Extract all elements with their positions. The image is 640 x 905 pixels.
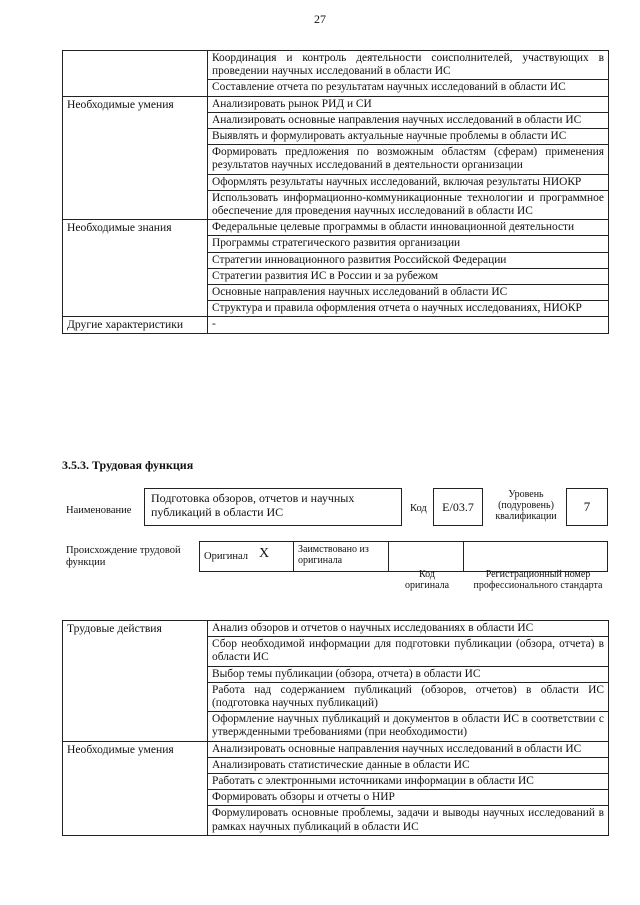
reg-number-caption: Регистрационный номер профессионального стандарта	[473, 569, 603, 591]
row-text: Координация и контроль деятельности соисполнителей, участвующих в проведении научных исследований в области ИС	[208, 51, 609, 80]
divider	[388, 541, 389, 572]
row-text: Стратегии инновационного развития Российской Федерации	[208, 252, 609, 268]
origin-label: Происхождение трудовой функции	[66, 545, 181, 568]
row-text: Анализировать рынок РИД и СИ	[208, 96, 609, 112]
row-text: Оформление научных публикаций и документов в области ИС в соответствии с утвержденными требованиями (при необходимости)	[208, 712, 609, 741]
row-text: Анализировать статистические данные в области ИС	[208, 757, 609, 773]
row-label	[63, 51, 208, 97]
row-text: Структура и правила оформления отчета о научных исследованиях, НИОКР	[208, 301, 609, 317]
row-text: Федеральные целевые программы в области инновационной деятельности	[208, 220, 609, 236]
row-text: -	[208, 317, 609, 333]
row-text: Составление отчета по результатам научных исследований в области ИС	[208, 80, 609, 96]
row-text: Работать с электронными источниками информации в области ИС	[208, 774, 609, 790]
code-box	[433, 488, 483, 526]
row-text: Формулировать основные проблемы, задачи и выводы научных исследований в рамках научных публикаций в области ИС	[208, 806, 609, 835]
code-original-caption: Код оригинала	[404, 569, 450, 591]
page-number: 27	[314, 12, 326, 26]
row-text: Использовать информационно-коммуникационные технологии и программное обеспечение для проведения научных исследований в области ИС	[208, 190, 609, 219]
row-text: Выявлять и формулировать актуальные научные проблемы в области ИС	[208, 129, 609, 145]
table-row	[63, 621, 609, 637]
row-text: Анализировать основные направления научных исследований в области ИС	[208, 741, 609, 757]
row-text: Формировать обзоры и отчеты о НИР	[208, 790, 609, 806]
function-name-value: Подготовка обзоров, отчетов и научных публикаций в области ИС	[151, 491, 355, 519]
original-label: Оригинал	[204, 551, 248, 562]
level-box	[566, 488, 608, 526]
row-text: Оформлять результаты научных исследований, включая результаты НИОКР	[208, 174, 609, 190]
code-value: E/03.7	[442, 500, 474, 514]
divider	[463, 541, 464, 572]
table-row	[63, 317, 609, 333]
row-text: Сбор необходимой информации для подготовки публикации (обзора, отчета) в области ИС	[208, 637, 609, 666]
code-label: Код	[410, 503, 427, 514]
row-text: Анализ обзоров и отчетов о научных исследованиях в области ИС	[208, 621, 609, 637]
row-text: Формировать предложения по возможным областям (сферам) применения результатов научных исследований в деятельности организации	[208, 145, 609, 174]
table-row	[63, 96, 609, 112]
row-label-skills: Необходимые умения	[63, 96, 208, 220]
row-text: Стратегии развития ИС в России и за рубежом	[208, 268, 609, 284]
borrowed-label: Заимствовано из оригинала	[298, 544, 369, 566]
table-row	[63, 741, 609, 757]
function-name-box	[144, 488, 402, 526]
table-row	[63, 51, 609, 80]
requirements-table-1	[62, 50, 609, 334]
row-label-skills: Необходимые умения	[63, 741, 208, 835]
row-label-knowledge: Необходимые знания	[63, 220, 208, 317]
row-text: Основные направления научных исследований в области ИС	[208, 285, 609, 301]
table-row	[63, 220, 609, 236]
original-mark: Х	[259, 546, 270, 561]
row-label-actions: Трудовые действия	[63, 621, 208, 742]
row-text: Программы стратегического развития организации	[208, 236, 609, 252]
level-label: Уровень (подуровень) квалификации	[495, 489, 557, 522]
row-label-other: Другие характеристики	[63, 317, 208, 333]
row-text: Выбор темы публикации (обзора, отчета) в области ИС	[208, 666, 609, 682]
row-text: Анализировать основные направления научных исследований в области ИС	[208, 112, 609, 128]
row-text: Работа над содержанием публикаций (обзоров, отчетов) в области ИС (подготовка научных публикаций)	[208, 682, 609, 711]
divider	[293, 541, 294, 572]
section-title: 3.5.3. Трудовая функция	[62, 458, 194, 472]
name-label: Наименование	[66, 505, 132, 516]
requirements-table-2	[62, 620, 609, 836]
level-value: 7	[583, 499, 591, 514]
